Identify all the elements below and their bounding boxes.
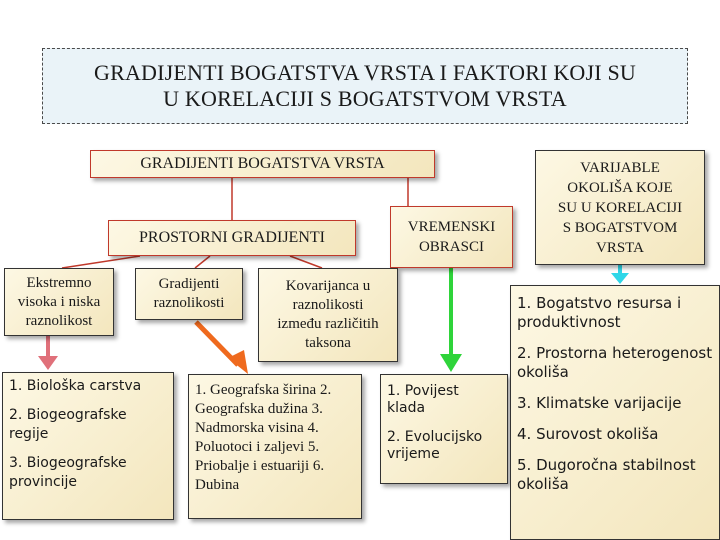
vremenski-line-2: OBRASCI — [418, 239, 484, 255]
vremenski-faktori-list — [380, 374, 508, 484]
gradijenti-bogatstva-label: GRADIJENTI BOGATSTVA VRSTA — [140, 155, 385, 172]
arrow-pink-head — [38, 356, 58, 370]
list-item: 1. Biološka carstva — [9, 378, 142, 394]
connector-prostorni-to-ekstremno — [62, 256, 140, 268]
kovarijanca-box — [258, 268, 398, 362]
ekstremno-line-1: Ekstremno — [26, 274, 92, 291]
kovarijanca-line-4: taksona — [305, 335, 351, 351]
list-item: 2. Biogeografske regije — [9, 407, 127, 442]
ekstremno-line-2: visoka i niska — [17, 293, 101, 310]
varijable-line-3: SU U KORELACIJI — [557, 199, 683, 216]
list-item: 2. Evolucijsko vrijeme — [387, 429, 483, 462]
gradijenti-raznolikosti-box — [135, 268, 243, 320]
gradijenti-raz-line-2: raznolikosti — [153, 295, 225, 311]
list-item: 4. Surovost okoliša — [517, 425, 659, 443]
ekstremno-line-3: raznolikost — [25, 312, 93, 329]
vremenski-obrasci-box — [390, 206, 513, 268]
prostorni-gradijenti-box — [108, 220, 356, 256]
gradijenti-raz-line-1: Gradijenti — [158, 276, 220, 292]
list-item: 1. Bogatstvo resursa i produktivnost — [517, 294, 682, 331]
title-line-2: U KORELACIJI S BOGATSTVOM VRSTA — [163, 86, 567, 111]
varijable-okolisa-box — [535, 150, 705, 265]
list-item: 2. Prostorna heterogenost okoliša — [517, 344, 713, 381]
bioloska-carstva-list — [2, 372, 174, 520]
prostorni-gradijenti-label: PROSTORNI GRADIJENTI — [139, 229, 325, 246]
arrow-orange-head — [228, 350, 248, 374]
center-list-line-6: Dubina — [195, 477, 240, 493]
connector-prostorni-to-kovarijanca — [290, 256, 322, 268]
center-list-line-4: Poluotoci i zaljevi 5. — [195, 439, 320, 455]
ekstremno-box — [4, 268, 114, 336]
geografski-faktori-list — [188, 374, 362, 519]
varijable-line-2: OKOLIŠA KOJE — [567, 179, 673, 196]
connector-prostorni-to-gradijenti-raznolikosti — [195, 256, 210, 268]
kovarijanca-line-2: raznolikosti — [292, 297, 364, 313]
list-item: 3. Biogeografske provincije — [9, 455, 127, 490]
vremenski-line-1: VREMENSKI — [407, 219, 496, 235]
varijable-line-4: S BOGATSTVOM — [562, 219, 678, 236]
list-item: 3. Klimatske varijacije — [517, 394, 682, 412]
center-list-line-1: 1. Geografska širina 2. — [195, 382, 332, 398]
arrow-cyan-head — [611, 273, 629, 284]
varijable-okolisa-list — [510, 285, 720, 540]
kovarijanca-line-3: između različitih — [277, 316, 379, 332]
center-list-line-5: Priobalje i estuariji 6. — [195, 458, 325, 474]
center-list-line-3: Nadmorska visina 4. — [195, 420, 319, 436]
arrow-green-head — [440, 354, 462, 372]
list-item: 5. Dugoročna stabilnost okoliša — [517, 456, 696, 493]
center-list-line-2: Geografska dužina 3. — [195, 401, 323, 417]
title-box — [42, 48, 688, 124]
gradijenti-bogatstva-box — [90, 150, 435, 178]
kovarijanca-line-1: Kovarijanca u — [285, 278, 371, 294]
list-item: 1. Povijest klada — [387, 383, 459, 416]
varijable-line-5: VRSTA — [596, 239, 644, 256]
title-line-1: GRADIJENTI BOGATSTVA VRSTA I FAKTORI KOJI SU — [93, 60, 637, 85]
varijable-line-1: VARIJABLE — [580, 159, 660, 176]
